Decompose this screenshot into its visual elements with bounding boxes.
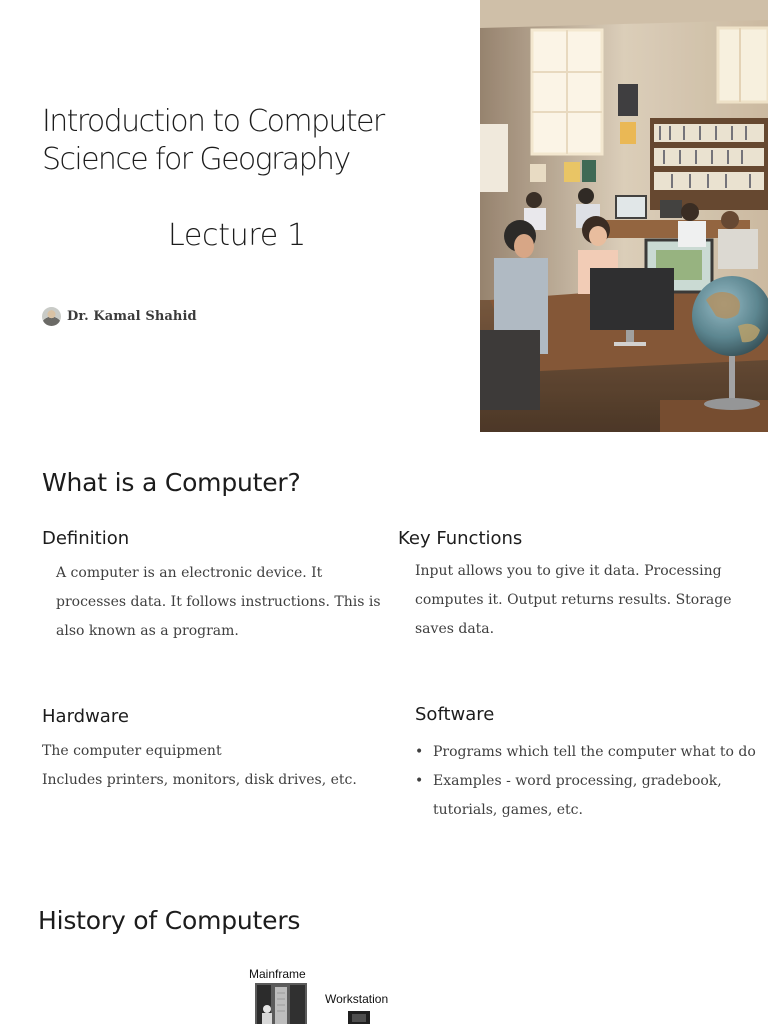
computer-history-diagram	[220, 950, 550, 1024]
author-row	[42, 307, 197, 326]
hardware-text	[42, 737, 382, 795]
mainframe-photo	[255, 983, 307, 1024]
hardware-line: Includes printers, monitors, disk drives, etc.	[42, 772, 357, 788]
presentation-title: Introduction to Computer Science for Geography	[42, 104, 384, 177]
definition-heading: Definition	[42, 528, 130, 549]
software-heading: Software	[415, 704, 495, 725]
section-heading-history: History of Computers	[38, 906, 301, 935]
software-bullet: • Examples - word processing, gradebook, tutorials, games, etc.	[415, 767, 760, 825]
workstation-label: Workstation	[325, 992, 389, 1006]
author-name: Dr. Kamal Shahid	[67, 309, 197, 324]
key-functions-text: Input allows you to give it data. Processing computes it. Output returns results. Storage saves data.	[415, 563, 732, 637]
section-heading-what-is-computer: What is a Computer?	[42, 468, 301, 497]
mainframe-label: Mainframe	[249, 967, 306, 981]
lecture-subtitle: Lecture 1	[168, 218, 306, 253]
definition-text: A computer is an electronic device. It processes data. It follows instructions. This is also known as a program.	[56, 565, 381, 639]
software-bullet: • Programs which tell the computer what to do	[415, 738, 760, 767]
workstation-photo	[348, 1011, 370, 1024]
hardware-heading: Hardware	[42, 706, 129, 727]
hardware-line: The computer equipment	[42, 743, 222, 759]
software-list	[415, 738, 760, 825]
key-functions-heading: Key Functions	[398, 528, 523, 549]
classroom-illustration	[480, 0, 768, 432]
author-avatar	[42, 307, 61, 326]
